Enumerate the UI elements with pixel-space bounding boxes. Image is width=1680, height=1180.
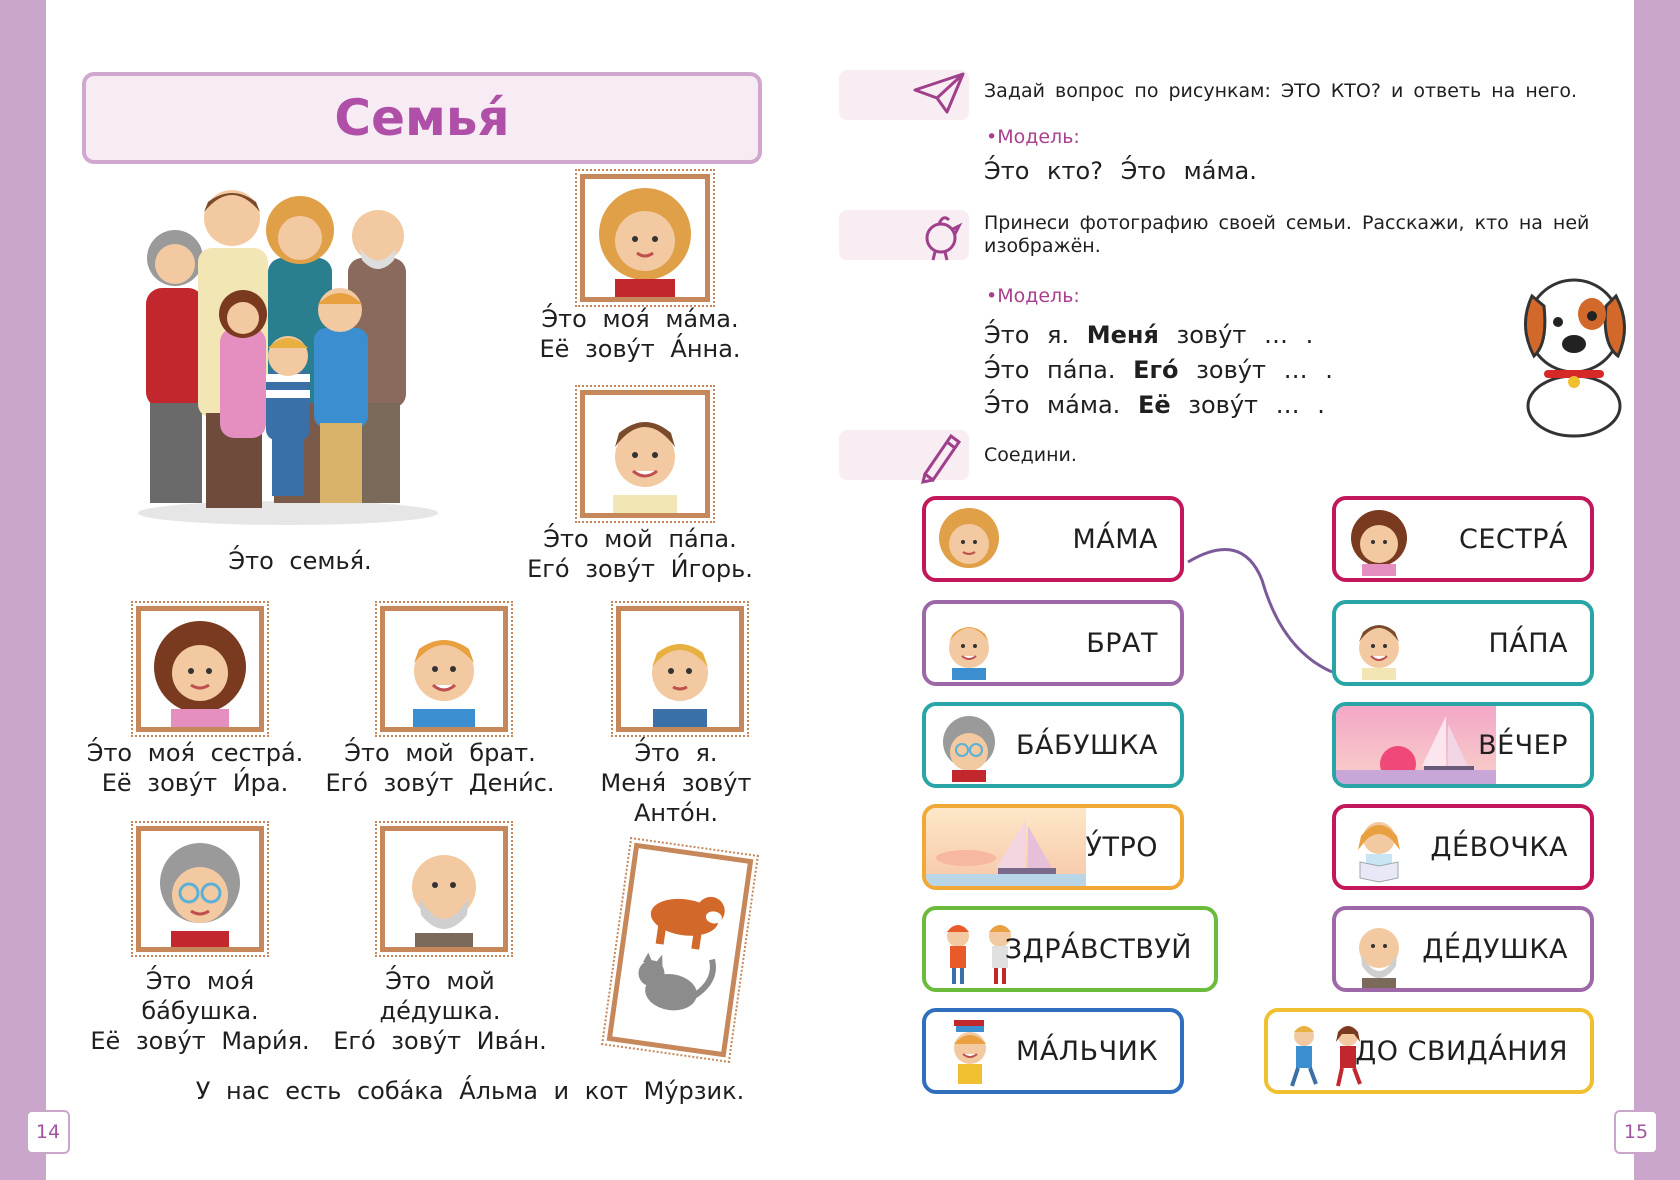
card-zdravstvuy[interactable]	[922, 906, 1218, 992]
task2-instruction: Принеси фотографию своей семьи. Расскажи, кто на ней изображён.	[984, 212, 1590, 257]
card-devochka[interactable]	[1332, 804, 1594, 890]
evening-sea-icon	[1336, 706, 1496, 784]
card-label: ВЕ́ЧЕР	[1478, 729, 1568, 761]
boy-with-books-icon	[936, 1018, 1006, 1090]
card-malchik[interactable]	[922, 1008, 1184, 1094]
task2-example-line-1: Э́то я. Меня́ зову́т … .	[984, 321, 1314, 349]
grandpa-face-icon	[1346, 916, 1412, 988]
grandpa-caption: Э́то мой де́душка. Его́ зову́т Ива́н.	[333, 967, 547, 1055]
card-label: У́ТРО	[1085, 831, 1158, 863]
task1-tag	[839, 70, 969, 120]
card-vecher[interactable]	[1332, 702, 1594, 788]
papa-face-icon	[1346, 610, 1412, 680]
task3-tag	[839, 430, 969, 480]
page-number-right: 15	[1614, 1110, 1658, 1154]
brother-face-icon	[936, 610, 1002, 680]
task1-example: Э́то кто? Э́то ма́ма.	[984, 157, 1257, 185]
morning-sea-icon	[926, 808, 1086, 886]
task3-instruction: Соедини.	[984, 444, 1077, 466]
page-title: Семья́	[334, 89, 510, 147]
task2-tag	[839, 210, 969, 260]
card-do-svidaniya[interactable]	[1264, 1008, 1594, 1094]
card-label: ДЕ́ВОЧКА	[1430, 831, 1568, 863]
papa-caption: Э́то мой па́па. Его́ зову́т И́горь.	[527, 525, 753, 583]
page-title-box	[82, 72, 762, 164]
card-label: ДО СВИДА́НИЯ	[1355, 1035, 1568, 1067]
grandpa-portrait	[380, 826, 508, 952]
mama-portrait	[580, 174, 710, 302]
page-number-left: 14	[26, 1110, 70, 1154]
card-label: МА́ЛЬЧИК	[1016, 1035, 1158, 1067]
pencil-icon	[911, 428, 967, 484]
card-dedushka[interactable]	[1332, 906, 1594, 992]
card-label: ЗДРА́ВСТВУЙ	[1004, 933, 1192, 965]
card-label: СЕСТРА́	[1458, 523, 1568, 555]
sister-portrait	[136, 606, 264, 732]
task2-example-line-3: Э́то ма́ма. Её зову́т … .	[984, 391, 1325, 419]
card-label: БРАТ	[1086, 627, 1158, 659]
card-sestra[interactable]	[1332, 496, 1594, 582]
task1-model-label: •Модель:	[986, 126, 1080, 148]
papa-portrait	[580, 390, 710, 518]
grandma-face-icon	[936, 712, 1002, 782]
mama-face-icon	[936, 506, 1002, 576]
left-page-edge	[0, 0, 46, 1180]
card-label: ПА́ПА	[1488, 627, 1568, 659]
pets-caption: У нас есть соба́ка А́льма и кот Му́рзик.	[195, 1077, 745, 1105]
paper-plane-icon	[911, 68, 967, 118]
card-utro[interactable]	[922, 804, 1184, 890]
card-label: МА́МА	[1072, 523, 1158, 555]
connect-line	[1182, 540, 1342, 680]
grandma-portrait	[136, 826, 264, 952]
pets-portrait	[607, 843, 754, 1058]
bird-icon	[911, 208, 967, 264]
card-papa[interactable]	[1332, 600, 1594, 686]
card-babushka[interactable]	[922, 702, 1184, 788]
brother-portrait	[380, 606, 508, 732]
family-caption: Э́то семья́.	[228, 547, 372, 575]
girl-reading-icon	[1346, 814, 1412, 886]
brother-caption: Э́то мой брат. Его́ зову́т Дени́с.	[325, 739, 555, 797]
sister-face-icon	[1346, 506, 1412, 576]
card-label: БА́БУШКА	[1016, 729, 1158, 761]
card-mama[interactable]	[922, 496, 1184, 582]
me-portrait	[616, 606, 744, 732]
task2-example-line-2: Э́то па́па. Его́ зову́т … .	[984, 356, 1333, 384]
task1-instruction: Задай вопрос по рисункам: ЭТО КТО? и ответь на него.	[984, 80, 1578, 102]
task2-model-label: •Модель:	[986, 285, 1080, 307]
card-label: ДЕ́ДУШКА	[1422, 933, 1568, 965]
card-brat[interactable]	[922, 600, 1184, 686]
sister-caption: Э́то моя́ сестра́. Её зову́т И́ра.	[86, 739, 304, 797]
family-illustration	[128, 178, 448, 528]
right-page-edge	[1634, 0, 1680, 1180]
me-caption: Э́то я. Меня́ зову́т Анто́н.	[600, 739, 752, 827]
dog-illustration	[1514, 256, 1634, 440]
mama-caption: Э́то моя́ ма́ма. Её зову́т А́нна.	[539, 305, 741, 363]
grandma-caption: Э́то моя́ ба́бушка. Её зову́т Мари́я.	[90, 967, 310, 1055]
